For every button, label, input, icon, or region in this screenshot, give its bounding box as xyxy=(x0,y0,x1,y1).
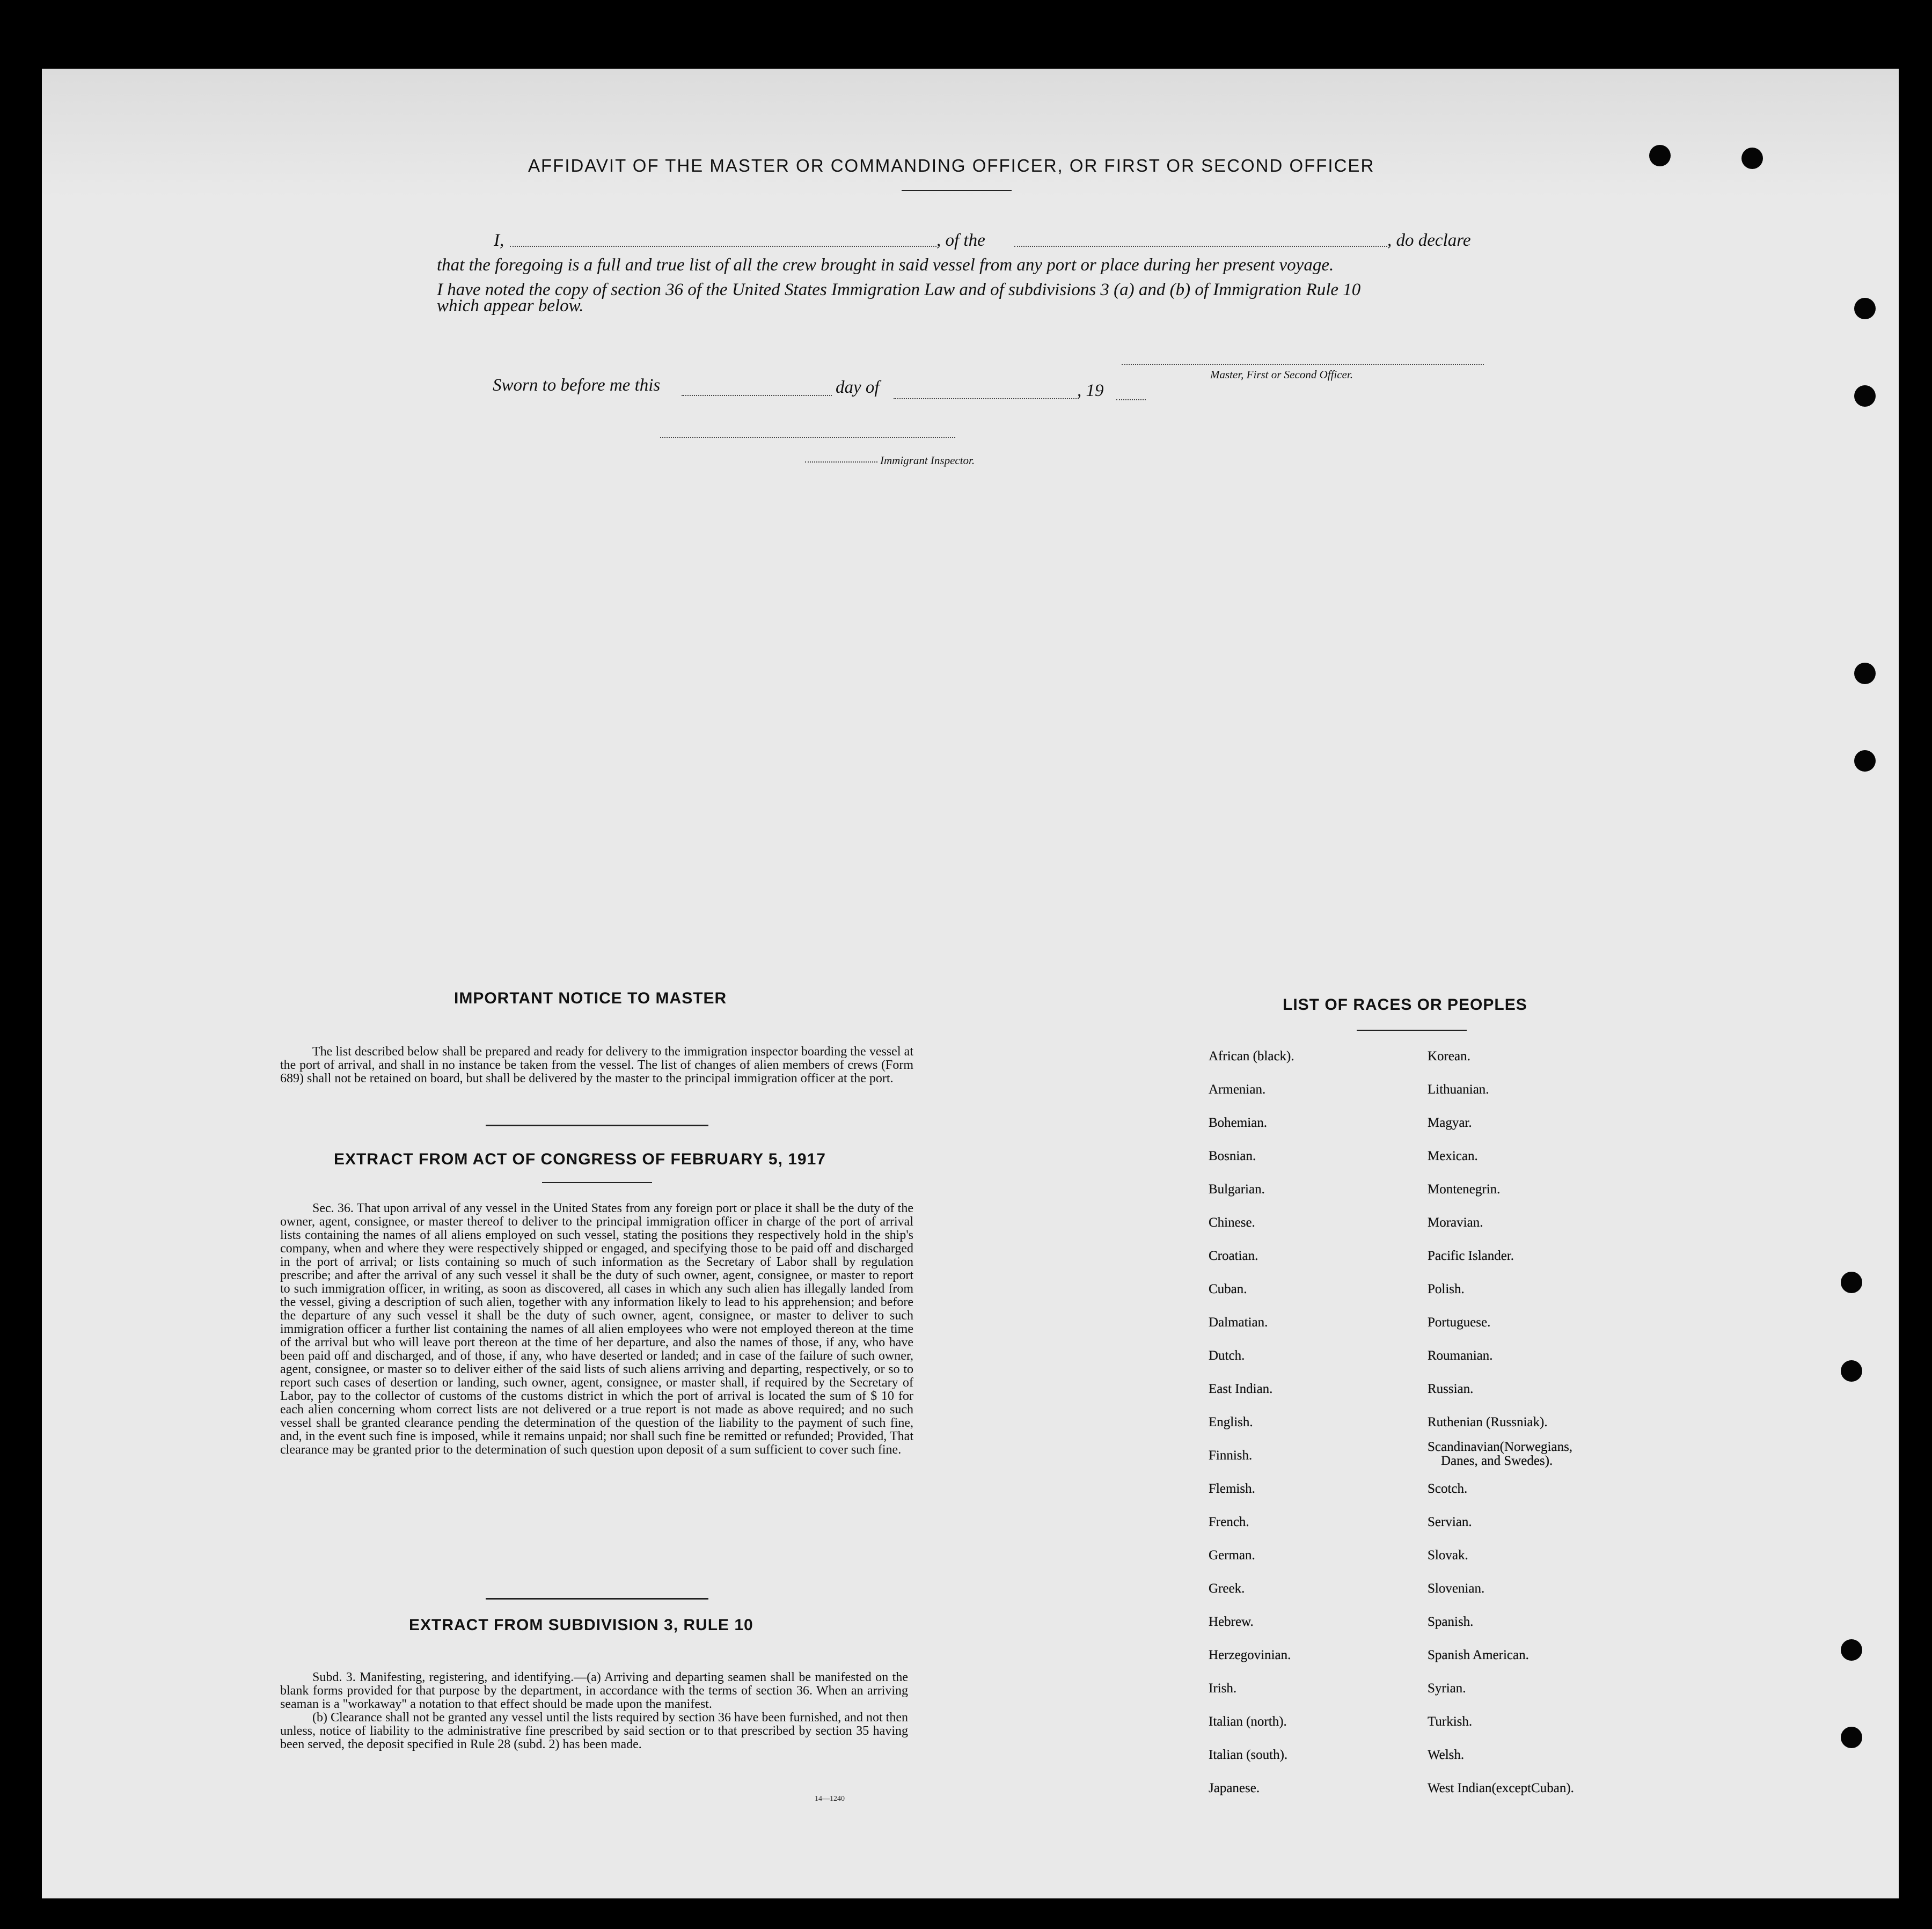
race-item: Chinese. xyxy=(1209,1215,1255,1230)
affidavit-i: I, xyxy=(494,231,504,250)
race-item: African (black). xyxy=(1209,1049,1294,1063)
race-item: Bosnian. xyxy=(1209,1149,1256,1163)
notice-title: IMPORTANT NOTICE TO MASTER xyxy=(454,989,727,1007)
race-item: Servian. xyxy=(1428,1515,1472,1529)
rule-paragraph-a: Subd. 3. Manifesting, registering, and identifying.—(a) Arriving and departing seamen shall be manifested on the blank forms provided for that purpose by the department, in accordance with the terms of section 36. When an arriving seaman is a "workaway" a notation to that effect should be made upon the manifest. xyxy=(280,1670,908,1711)
punch-hole-right-1 xyxy=(1854,298,1876,319)
affidavit-of-the: , of the xyxy=(936,231,985,250)
sheet-shading xyxy=(42,69,1899,197)
race-item: Moravian. xyxy=(1428,1215,1483,1230)
race-item: Polish. xyxy=(1428,1282,1465,1296)
race-item: Cuban. xyxy=(1209,1282,1247,1296)
races-title: LIST OF RACES OR PEOPLES xyxy=(1283,996,1527,1014)
race-item: Korean. xyxy=(1428,1049,1470,1063)
race-item: Japanese. xyxy=(1209,1781,1260,1795)
sworn-day-field-line[interactable] xyxy=(682,395,832,396)
race-item: Portuguese. xyxy=(1428,1315,1491,1330)
rule-paragraph-b: (b) Clearance shall not be granted any vessel until the lists required by section 36 have been furnished, and not then unless, notice of liability to the administrative fine prescribed by said section or to that prescribed by section 35 having been served, the deposit specified in Rule 28 (subd. 2) has been made. xyxy=(280,1711,908,1751)
punch-hole-right-7 xyxy=(1841,1639,1862,1661)
race-item: Bohemian. xyxy=(1209,1116,1268,1130)
affidavit-title: AFFIDAVIT OF THE MASTER OR COMMANDING OFFICER, OR FIRST OR SECOND OFFICER xyxy=(528,156,1375,175)
notice-paragraph: The list described below shall be prepared and ready for delivery to the immigration inspector boarding the vessel at the port of arrival, and shall in no instance be taken from the vessel. The list of changes of alien members of crews (Form 689) shall not be retained on board, but shall be delivered by the master to the principal immigration officer at the port. xyxy=(280,1045,913,1085)
sworn-text: Sworn to before me this xyxy=(493,376,661,395)
rule-extract-body xyxy=(280,1671,908,1751)
affidavit-declare: , do declare xyxy=(1387,231,1471,250)
race-item: Hebrew. xyxy=(1209,1615,1254,1629)
race-item: English. xyxy=(1209,1415,1253,1429)
race-item: Bulgarian. xyxy=(1209,1182,1265,1197)
race-item-continuation: Danes, and Swedes). xyxy=(1441,1454,1553,1468)
affidavit-line-1 xyxy=(494,231,504,251)
bleed-through-marks xyxy=(177,461,1070,502)
race-item: Spanish. xyxy=(1428,1615,1474,1629)
punch-hole-top-1 xyxy=(1649,145,1671,166)
master-signature-line[interactable] xyxy=(1122,364,1484,365)
race-item: Ruthenian (Russniak). xyxy=(1428,1415,1548,1429)
race-item: Montenegrin. xyxy=(1428,1182,1501,1197)
punch-hole-right-5 xyxy=(1841,1272,1862,1293)
race-item: Dutch. xyxy=(1209,1348,1245,1363)
inspector-short-line xyxy=(805,461,877,463)
affidavit-line-2: that the foregoing is a full and true list of all the crew brought in said vessel from any port or place during her present voyage. xyxy=(437,255,1334,275)
notice-body xyxy=(280,1045,913,1085)
race-item: Turkish. xyxy=(1428,1714,1473,1729)
punch-hole-right-2 xyxy=(1854,385,1876,407)
inspector-label: Immigrant Inspector. xyxy=(880,454,975,467)
punch-hole-right-3 xyxy=(1854,663,1876,684)
race-item: Herzegovinian. xyxy=(1209,1648,1291,1662)
punch-hole-top-2 xyxy=(1741,148,1763,169)
form-code: 14—1240 xyxy=(815,1795,845,1803)
master-signature-label: Master, First or Second Officer. xyxy=(1210,368,1353,381)
punch-hole-right-4 xyxy=(1854,750,1876,772)
act-title-rule xyxy=(542,1182,652,1183)
race-item: East Indian. xyxy=(1209,1382,1273,1396)
race-item: Welsh. xyxy=(1428,1748,1465,1762)
sworn-year-field-line[interactable] xyxy=(1116,399,1146,400)
race-item: Armenian. xyxy=(1209,1082,1266,1097)
rule-extract-title: EXTRACT FROM SUBDIVISION 3, RULE 10 xyxy=(409,1616,753,1634)
act-separator xyxy=(486,1598,708,1600)
race-item: Lithuanian. xyxy=(1428,1082,1489,1097)
punch-hole-right-6 xyxy=(1841,1360,1862,1382)
races-title-rule xyxy=(1357,1030,1467,1031)
name-field-line[interactable] xyxy=(510,246,936,247)
affidavit-line-3: I have noted the copy of section 36 of the United States Immigration Law and of subdivisions 3 (a) and (b) of Immigration Rule 10 xyxy=(437,280,1361,299)
race-item: Mexican. xyxy=(1428,1149,1478,1163)
race-item: Magyar. xyxy=(1428,1116,1472,1130)
affidavit-title-rule xyxy=(902,190,1012,191)
race-item: Slovak. xyxy=(1428,1548,1468,1563)
races-column-2 xyxy=(1428,1049,1574,1814)
sworn-month-field-line[interactable] xyxy=(894,398,1079,399)
race-item: Spanish American. xyxy=(1428,1648,1529,1662)
race-item: Slovenian. xyxy=(1428,1581,1485,1596)
race-item: Dalmatian. xyxy=(1209,1315,1268,1330)
act-extract-title: EXTRACT FROM ACT OF CONGRESS OF FEBRUARY 5, 1917 xyxy=(334,1150,826,1168)
race-item: German. xyxy=(1209,1548,1255,1563)
races-column-1 xyxy=(1209,1049,1294,1814)
race-item: Roumanian. xyxy=(1428,1348,1493,1363)
vessel-field-line[interactable] xyxy=(1014,246,1387,247)
race-item: West Indian(exceptCuban). xyxy=(1428,1781,1574,1795)
race-item: Scandinavian(Norwegians, xyxy=(1428,1440,1573,1454)
race-item: Italian (north). xyxy=(1209,1714,1287,1729)
race-item: Italian (south). xyxy=(1209,1748,1288,1762)
inspector-signature-line[interactable] xyxy=(660,437,955,438)
race-item: Finnish. xyxy=(1209,1448,1253,1463)
sworn-day-of: day of xyxy=(836,378,880,397)
document-sheet xyxy=(42,69,1899,1898)
notice-separator xyxy=(486,1125,708,1126)
affidavit-line-4: which appear below. xyxy=(437,296,584,316)
race-item: Greek. xyxy=(1209,1581,1245,1596)
race-item: Pacific Islander. xyxy=(1428,1249,1514,1263)
race-item: Russian. xyxy=(1428,1382,1474,1396)
race-item: Flemish. xyxy=(1209,1481,1255,1496)
race-item: Scotch. xyxy=(1428,1481,1468,1496)
act-extract-paragraph: Sec. 36. That upon arrival of any vessel in the United States from any foreign port or place it shall be the duty of the owner, agent, consignee, or master thereof to deliver to the principal immigration officer in charge of the port of arrival lists containing the names of all aliens employed on such vessel, stating the positions they respectively hold in the ship's company, when and where they were respectively shipped or engaged, and specifying those to be paid off and discharged in the port of arrival; or lists containing so much of such information as the Secretary of Labor shall by regulation prescribe; and after the arrival of any such vessel it shall be the duty of such owner, agent, consignee, or master to report to such immigration officer, in writing, as soon as discovered, all cases in which any such alien has illegally landed from the vessel, giving a description of such alien, together with any information likely to lead to his apprehension; and before the departure of any such vessel it shall be the duty of such owner, agent, consignee, or master to deliver to such immigration officer a further list containing the names of all alien employees who were not employed thereon at the time of the arrival but who will leave port thereon at the time of her departure, and also the names of those, if any, who have been paid off and discharged, and of those, if any, who have deserted or landed; and in case of the failure of such owner, agent, consignee, or master so to deliver either of the said lists of such aliens arriving and departing, respectively, or so to report such cases of desertion or landing, such owner, agent, consignee, or master shall, if required by the Secretary of Labor, pay to the collector of customs of the customs district in which the port of arrival is located the sum of $ 10 for each alien concerning whom correct lists are not delivered or a true report is not made as above required; and no such vessel shall be granted clearance pending the determination of the question of the liability to the payment of such fine, and, in the event such fine is imposed, while it remains unpaid; nor shall such fine be remitted or refunded; Provided, That clearance may be granted prior to the determination of such question upon deposit of a sum sufficient to cover such fine. xyxy=(280,1201,913,1457)
sworn-year-prefix: , 19 xyxy=(1077,381,1104,400)
race-item: Irish. xyxy=(1209,1681,1237,1696)
race-item: French. xyxy=(1209,1515,1249,1529)
act-extract-body xyxy=(280,1202,913,1457)
race-item: Syrian. xyxy=(1428,1681,1466,1696)
race-item: Croatian. xyxy=(1209,1249,1258,1263)
punch-hole-right-8 xyxy=(1841,1727,1862,1748)
